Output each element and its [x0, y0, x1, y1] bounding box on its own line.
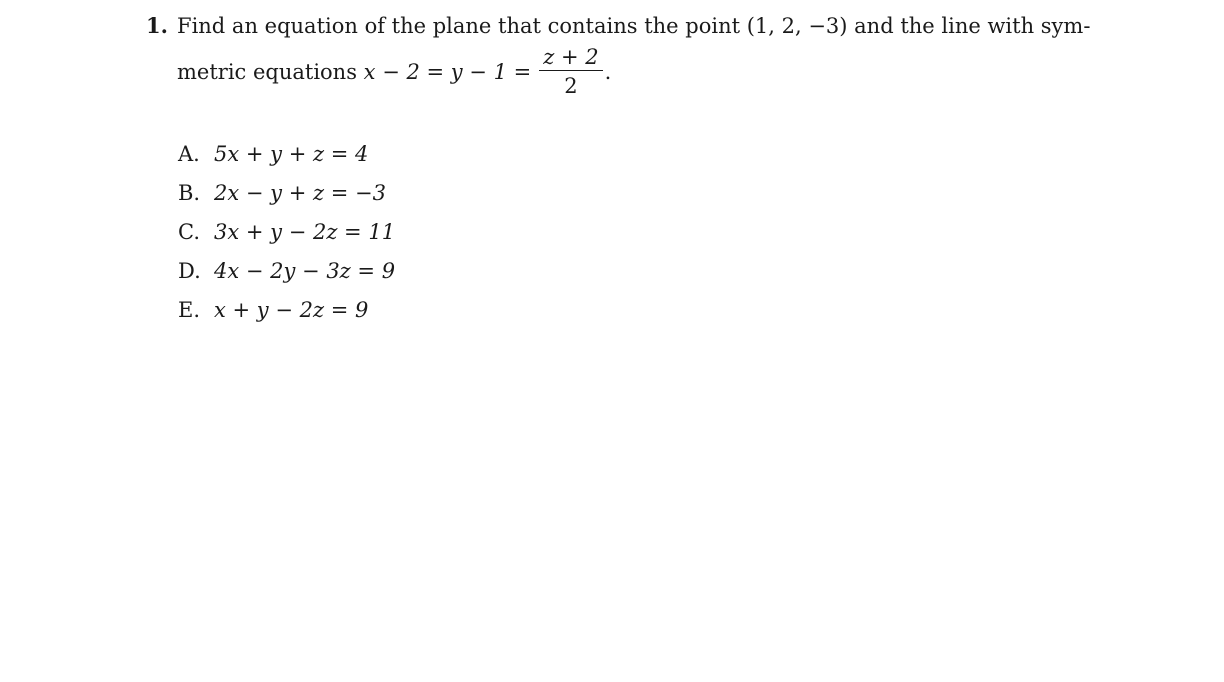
fraction	[539, 45, 602, 100]
choice-c[interactable]	[178, 216, 395, 255]
fraction-denominator: 2	[564, 73, 578, 98]
question-number: 1.	[146, 13, 168, 38]
choice-letter: E.	[178, 298, 201, 322]
choice-equation: 5x + y + z = 4	[214, 142, 369, 166]
choice-letter: D.	[178, 259, 201, 283]
choice-equation: x + y − 2z = 9	[214, 298, 369, 322]
answer-choices	[178, 138, 395, 333]
question-line-2	[177, 42, 1186, 102]
choice-d[interactable]	[178, 255, 395, 294]
question-text-line-2: metric equations	[177, 60, 364, 84]
choice-e[interactable]	[178, 294, 395, 333]
fraction-numerator: z + 2	[543, 44, 599, 69]
question-block	[146, 10, 1186, 102]
choice-equation: 3x + y − 2z = 11	[214, 220, 396, 244]
equation-terminator: .	[604, 60, 612, 84]
choice-equation: 4x − 2y − 3z = 9	[214, 259, 396, 283]
question-text-line-1: Find an equation of the plane that contains the point (1, 2, −3) and the line with sym-	[177, 14, 1091, 38]
choice-b[interactable]	[178, 177, 395, 216]
choice-letter: A.	[178, 142, 200, 166]
question-line-1	[146, 10, 1186, 42]
choice-letter: B.	[178, 181, 201, 205]
choice-a[interactable]	[178, 138, 395, 177]
choice-letter: C.	[178, 220, 200, 244]
choice-equation: 2x − y + z = −3	[214, 181, 386, 205]
symmetric-equation: x − 2 = y − 1 =	[363, 60, 532, 84]
